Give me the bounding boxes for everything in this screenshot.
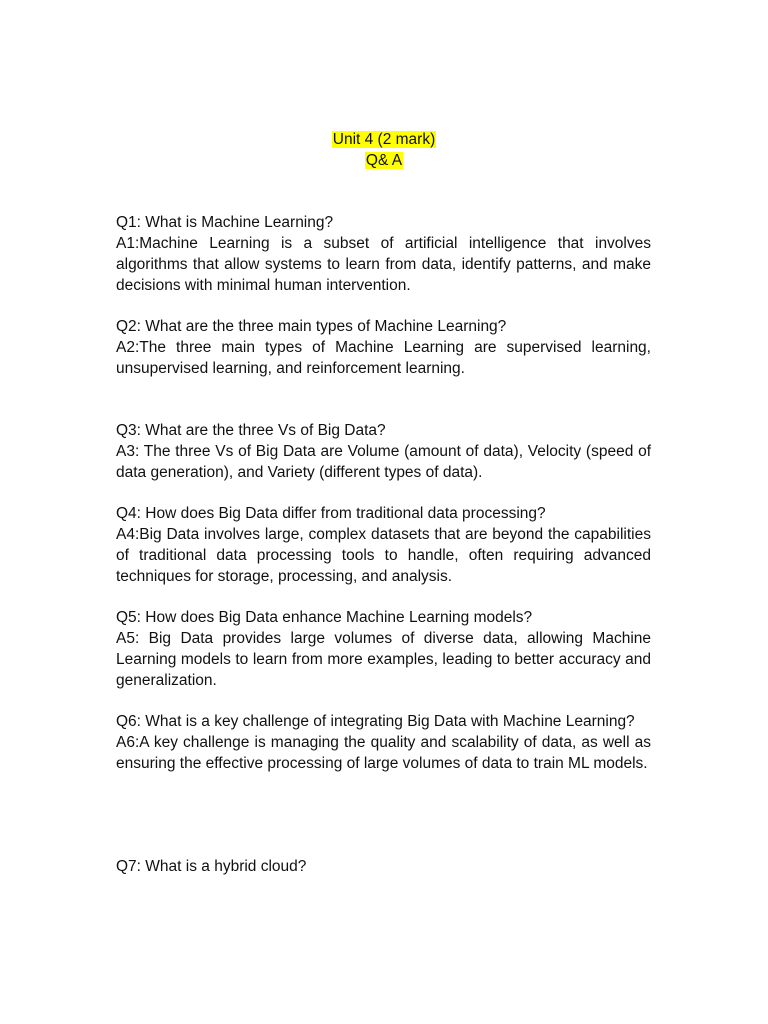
answer-5: A5: Big Data provides large volumes of diverse data, allowing Machine Learning models to learn from more examples, leading to better accuracy and generalization. <box>116 630 651 689</box>
question-6: Q6: What is a key challenge of integrating Big Data with Machine Learning? <box>116 713 635 730</box>
qa-item-5 <box>116 607 651 691</box>
answer-3: A3: The three Vs of Big Data are Volume (amount of data), Velocity (speed of data generation), and Variety (different types of data). <box>116 443 651 481</box>
qa-item-4 <box>116 503 651 587</box>
title-qa: Q& A <box>365 152 403 169</box>
question-2: Q2: What are the three main types of Machine Learning? <box>116 318 507 335</box>
question-4: Q4: How does Big Data differ from traditional data processing? <box>116 505 546 522</box>
answer-2: A2:The three main types of Machine Learning are supervised learning, unsupervised learning, and reinforcement learning. <box>116 339 651 377</box>
qa-item-1 <box>116 212 651 296</box>
title-unit: Unit 4 (2 mark) <box>332 131 436 148</box>
question-5: Q5: How does Big Data enhance Machine Learning models? <box>116 609 533 626</box>
qa-item-6 <box>116 711 651 774</box>
answer-4: A4:Big Data involves large, complex datasets that are beyond the capabilities of traditional data processing tools to handle, often requiring advanced techniques for storage, processing, and analysis. <box>116 526 651 585</box>
question-7: Q7: What is a hybrid cloud? <box>116 858 307 875</box>
qa-item-3 <box>116 420 651 483</box>
question-3: Q3: What are the three Vs of Big Data? <box>116 422 386 439</box>
qa-item-2 <box>116 316 651 379</box>
answer-1: A1:Machine Learning is a subset of artificial intelligence that involves algorithms that allow systems to learn from data, identify patterns, and make decisions with minimal human intervention. <box>116 235 651 294</box>
answer-6: A6:A key challenge is managing the quality and scalability of data, as well as ensuring the effective processing of large volumes of data to train ML models. <box>116 734 651 772</box>
qa-item-7 <box>116 856 651 877</box>
question-1: Q1: What is Machine Learning? <box>116 214 334 231</box>
document-title <box>0 129 768 171</box>
